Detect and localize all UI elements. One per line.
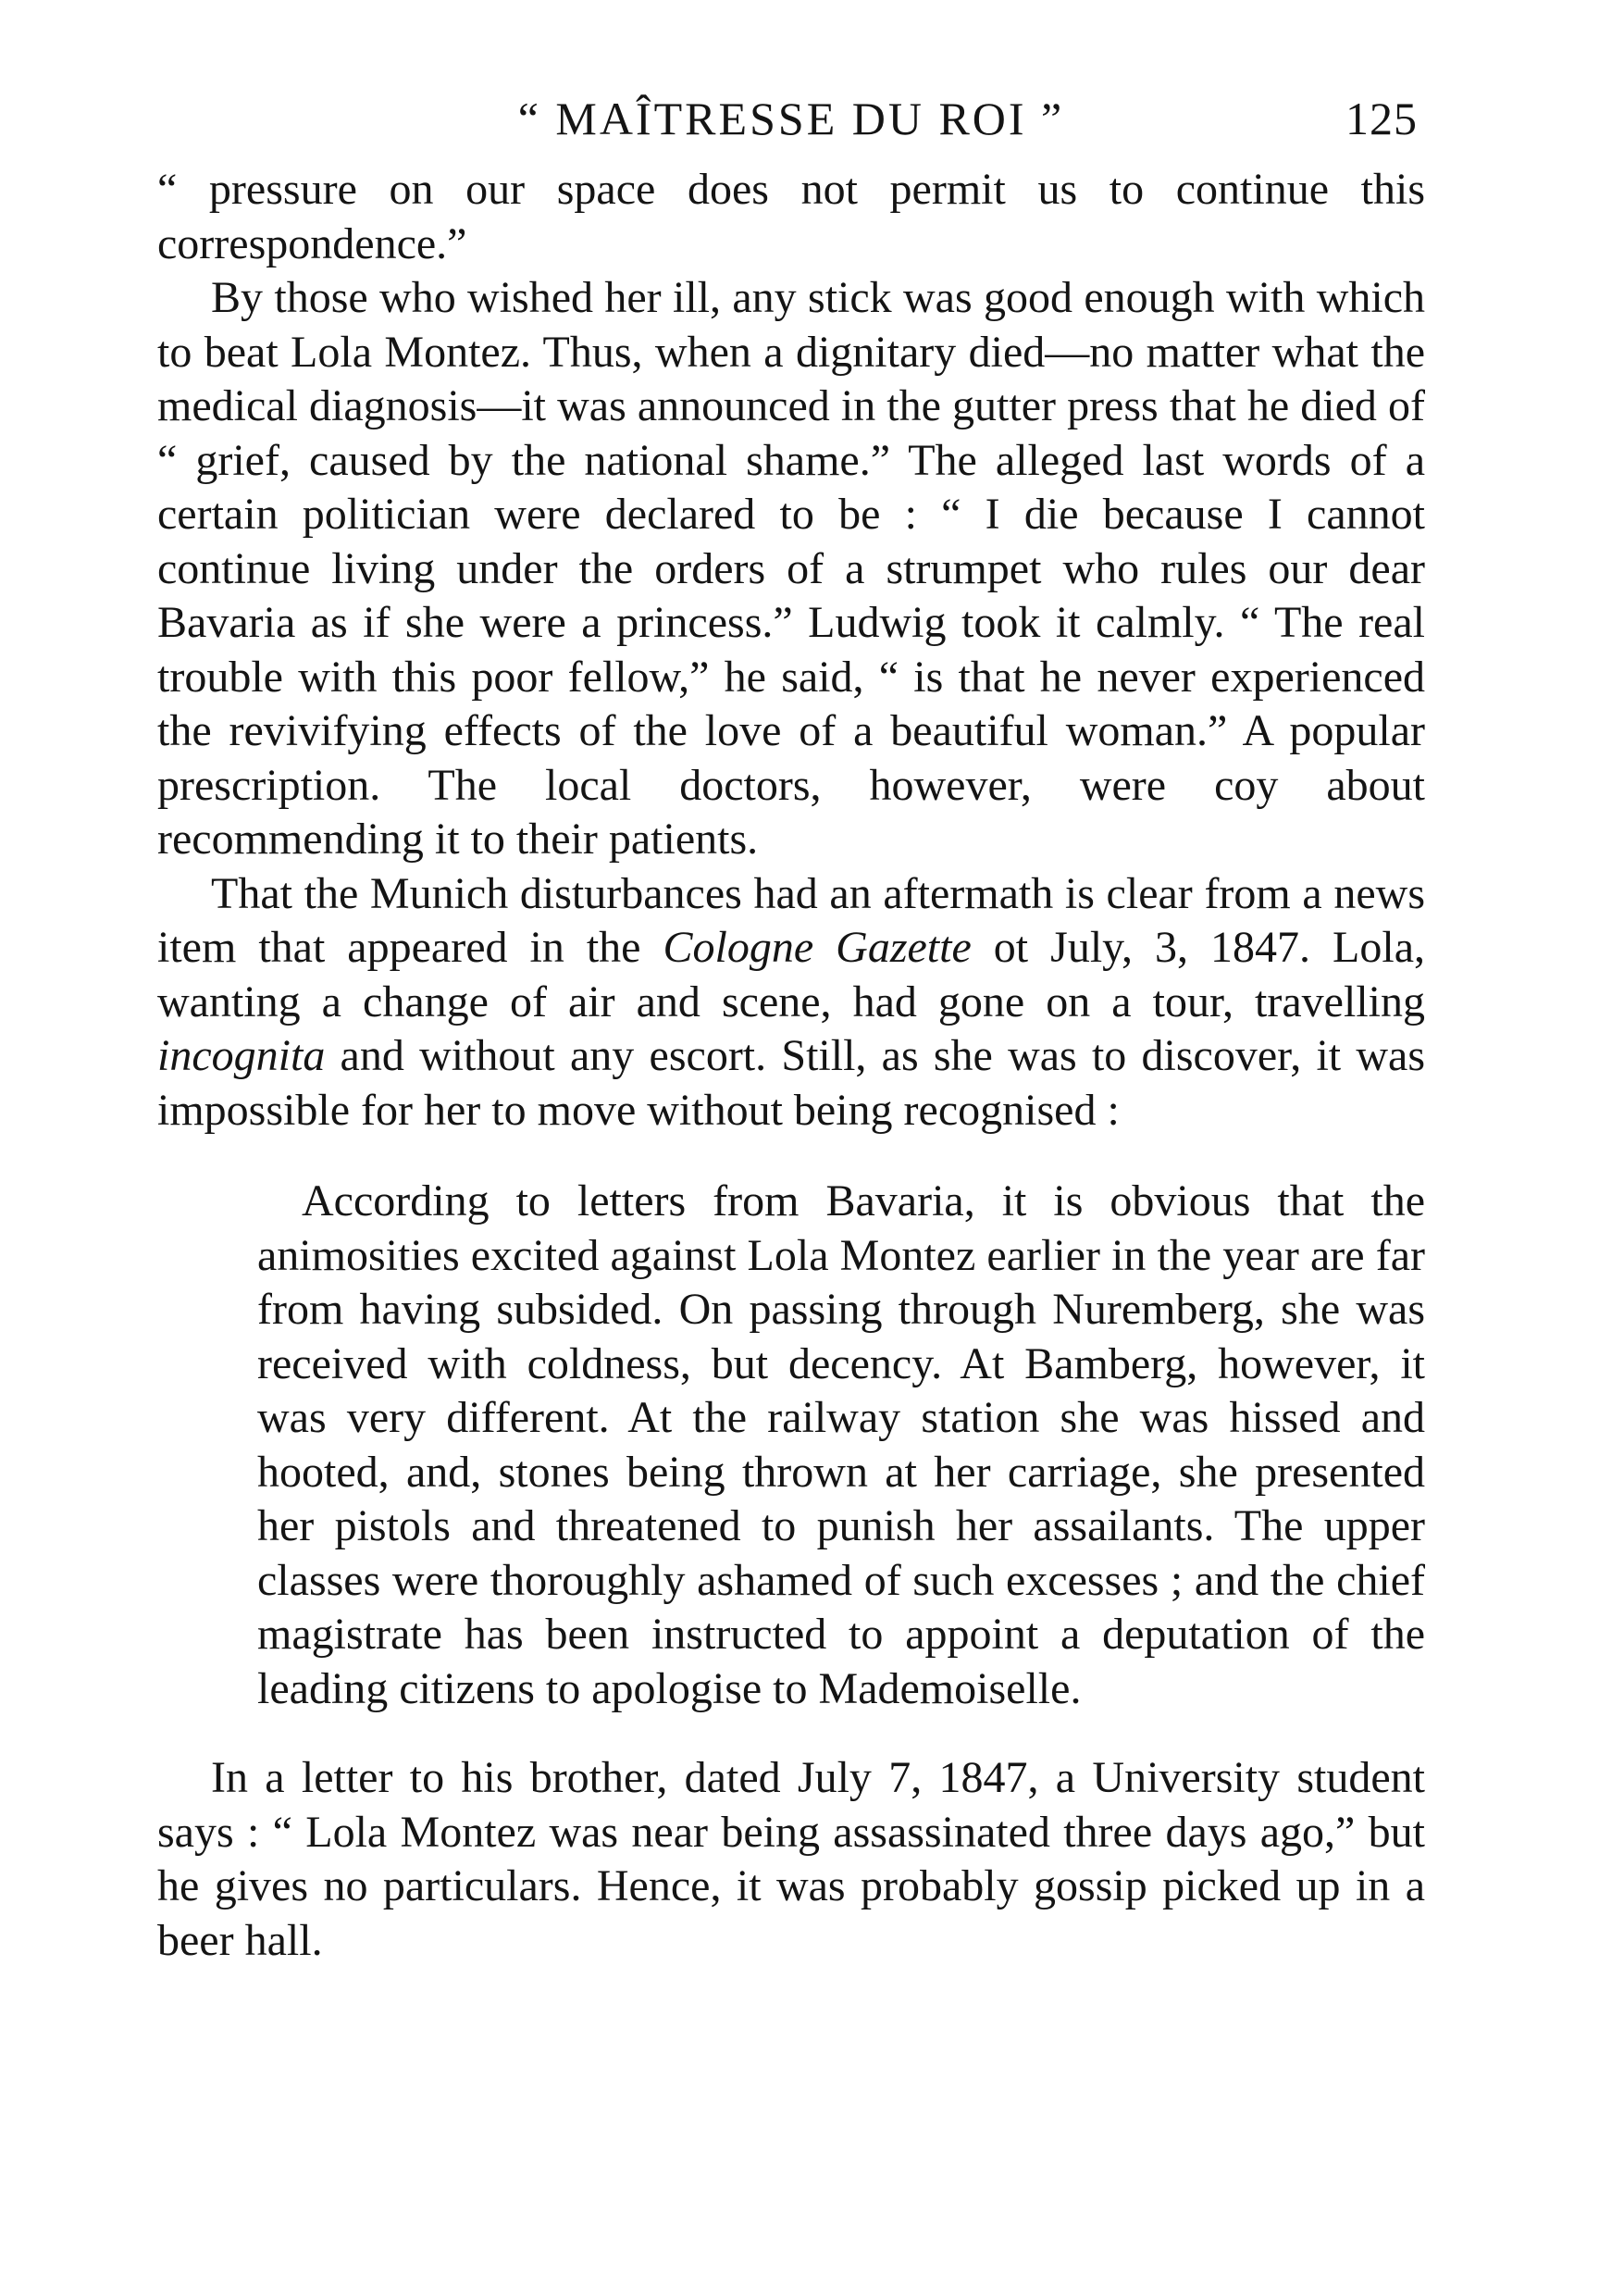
paragraph-university-student: In a letter to his brother, dated July 7, 1847, a University student says : “ Lola Montez was near being assassinated three days ago,” but he gives no particulars. Hence, it was probably gossip picked up in a beer hall. [157, 1753, 1425, 1965]
running-title: “ MAÎTRESSE DU ROI ” [517, 93, 1065, 144]
paragraph-text: and without any escort. Still, as she was to discover, it was impossible for her to move without being recognised : [157, 1031, 1425, 1135]
running-head [157, 81, 1425, 156]
italic-term: incognita [157, 1031, 326, 1080]
block-quote-text: According to letters from Bavaria, it is obvious that the animosities excited against Lola Montez earlier in the year are far from having subsided. On passing through Nuremberg, she was received with coldness, but decency. At Bamberg, however, it was very different. At the railway station she was hissed and hooted, and, stones being thrown at her carriage, she presented her pistols and threatened to punish her assailants. The upper classes were thoroughly ashamed of such excesses ; and the chief magistrate has been instructed to appoint a deputation of the leading citizens to apologise to Mademoiselle. [257, 1176, 1425, 1713]
page-number: 125 [1345, 93, 1418, 144]
newspaper-title: Cologne Gazette [663, 923, 972, 972]
paragraph-lola-montez-critics: By those who wished her ill, any stick was good enough with which to beat Lola Montez. Thus, when a dignitary died—no matter what the medical diagnosis—it was announced in the gutter press that he died of “ grief, caused by the national shame.” The alleged last words of a certain politician were declared to be : “ I die because I cannot continue living under the orders of a strumpet who rules our dear Bavaria as if she were a princess.” Ludwig took it calmly. “ The real trouble with this poor fellow,” he said, “ is that he never experienced the revivifying effects of the love of a beautiful woman.” A popular prescription. The local doctors, however, were coy about recommending it to their patients. [157, 273, 1425, 864]
block-quote [157, 1175, 1425, 1716]
paragraph-continuation: “ pressure on our space does not permit us to continue this correspondence.” [157, 165, 1425, 268]
paragraph-text: That the Munich disturbances had an aftermath is clear from a news item that appeared in the [157, 868, 1425, 972]
body-text [157, 163, 1425, 1968]
paragraph-munich-aftermath [157, 867, 1425, 1138]
paragraph-text: ot July, 3, 1847. Lola, wanting a change of air and scene, had gone on a tour, travelling [157, 923, 1426, 1026]
